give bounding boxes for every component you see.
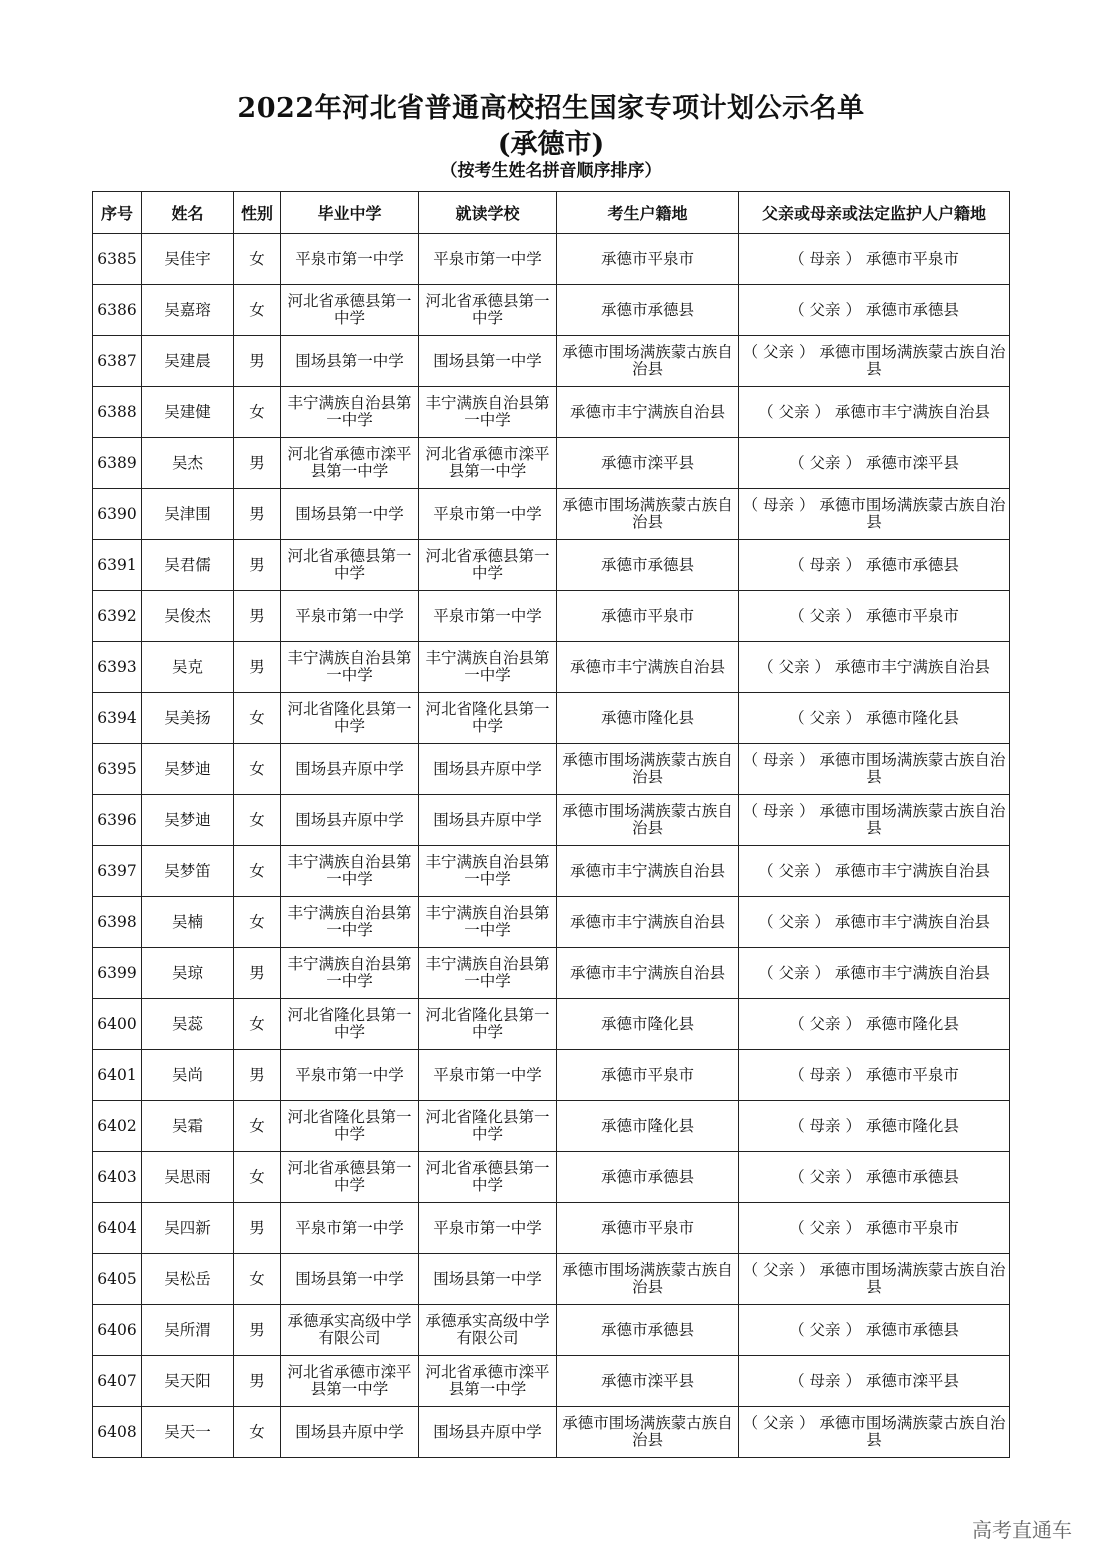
cell-current-school: 围场县卉原中学 [419, 795, 557, 846]
table-row [93, 642, 1010, 693]
cell-name: 吴天阳 [142, 1356, 234, 1407]
table-row [93, 744, 1010, 795]
header-student-hukou: 考生户籍地 [557, 192, 739, 234]
cell-guardian-hukou: （ 父亲 ） 承德市平泉市 [739, 1203, 1010, 1254]
cell-student-hukou: 承德市围场满族蒙古族自治县 [557, 336, 739, 387]
header-gender: 性别 [234, 192, 281, 234]
cell-current-school: 围场县卉原中学 [419, 1407, 557, 1458]
cell-guardian-hukou: （ 母亲 ） 承德市围场满族蒙古族自治县 [739, 744, 1010, 795]
cell-name: 吴俊杰 [142, 591, 234, 642]
cell-name: 吴建晨 [142, 336, 234, 387]
cell-name: 吴蕊 [142, 999, 234, 1050]
cell-current-school: 围场县卉原中学 [419, 744, 557, 795]
cell-guardian-hukou: （ 父亲 ） 承德市承德县 [739, 1305, 1010, 1356]
cell-current-school: 河北省承德市滦平县第一中学 [419, 438, 557, 489]
cell-index: 6408 [93, 1407, 142, 1458]
cell-student-hukou: 承德市丰宁满族自治县 [557, 948, 739, 999]
header-index: 序号 [93, 192, 142, 234]
table-row [93, 1152, 1010, 1203]
cell-gender: 女 [234, 1101, 281, 1152]
cell-current-school: 丰宁满族自治县第一中学 [419, 642, 557, 693]
cell-student-hukou: 承德市平泉市 [557, 591, 739, 642]
cell-student-hukou: 承德市滦平县 [557, 438, 739, 489]
header-row [93, 192, 1010, 234]
cell-student-hukou: 承德市平泉市 [557, 1203, 739, 1254]
cell-guardian-hukou: （ 父亲 ） 承德市承德县 [739, 1152, 1010, 1203]
cell-gender: 女 [234, 846, 281, 897]
table-row [93, 693, 1010, 744]
cell-graduation-school: 丰宁满族自治县第一中学 [281, 642, 419, 693]
cell-graduation-school: 丰宁满族自治县第一中学 [281, 387, 419, 438]
cell-gender: 男 [234, 336, 281, 387]
cell-guardian-hukou: （ 母亲 ） 承德市隆化县 [739, 1101, 1010, 1152]
cell-index: 6394 [93, 693, 142, 744]
cell-index: 6402 [93, 1101, 142, 1152]
table-row [93, 438, 1010, 489]
cell-current-school: 平泉市第一中学 [419, 1050, 557, 1101]
cell-current-school: 河北省承德县第一中学 [419, 1152, 557, 1203]
cell-graduation-school: 围场县第一中学 [281, 1254, 419, 1305]
cell-index: 6389 [93, 438, 142, 489]
cell-student-hukou: 承德市围场满族蒙古族自治县 [557, 744, 739, 795]
cell-name: 吴津围 [142, 489, 234, 540]
cell-gender: 女 [234, 285, 281, 336]
cell-gender: 女 [234, 234, 281, 285]
cell-name: 吴嘉瑢 [142, 285, 234, 336]
table-row [93, 795, 1010, 846]
cell-student-hukou: 承德市滦平县 [557, 1356, 739, 1407]
cell-name: 吴美扬 [142, 693, 234, 744]
cell-student-hukou: 承德市丰宁满族自治县 [557, 897, 739, 948]
cell-index: 6385 [93, 234, 142, 285]
cell-graduation-school: 河北省隆化县第一中学 [281, 693, 419, 744]
cell-student-hukou: 承德市围场满族蒙古族自治县 [557, 1254, 739, 1305]
cell-graduation-school: 河北省承德县第一中学 [281, 1152, 419, 1203]
cell-gender: 男 [234, 1305, 281, 1356]
cell-current-school: 河北省隆化县第一中学 [419, 693, 557, 744]
cell-index: 6398 [93, 897, 142, 948]
cell-name: 吴克 [142, 642, 234, 693]
cell-graduation-school: 围场县第一中学 [281, 336, 419, 387]
table-row [93, 1203, 1010, 1254]
cell-student-hukou: 承德市围场满族蒙古族自治县 [557, 489, 739, 540]
cell-gender: 女 [234, 744, 281, 795]
cell-current-school: 承德承实高级中学有限公司 [419, 1305, 557, 1356]
cell-gender: 女 [234, 1254, 281, 1305]
cell-current-school: 河北省承德县第一中学 [419, 285, 557, 336]
cell-current-school: 平泉市第一中学 [419, 1203, 557, 1254]
cell-guardian-hukou: （ 母亲 ） 承德市平泉市 [739, 1050, 1010, 1101]
table-row [93, 336, 1010, 387]
cell-student-hukou: 承德市丰宁满族自治县 [557, 387, 739, 438]
cell-index: 6387 [93, 336, 142, 387]
cell-gender: 女 [234, 1407, 281, 1458]
cell-graduation-school: 河北省承德县第一中学 [281, 540, 419, 591]
cell-student-hukou: 承德市平泉市 [557, 234, 739, 285]
cell-guardian-hukou: （ 母亲 ） 承德市围场满族蒙古族自治县 [739, 489, 1010, 540]
cell-index: 6386 [93, 285, 142, 336]
cell-graduation-school: 承德承实高级中学有限公司 [281, 1305, 419, 1356]
cell-student-hukou: 承德市承德县 [557, 285, 739, 336]
cell-guardian-hukou: （ 父亲 ） 承德市围场满族蒙古族自治县 [739, 1407, 1010, 1458]
cell-index: 6392 [93, 591, 142, 642]
table-row [93, 897, 1010, 948]
cell-index: 6400 [93, 999, 142, 1050]
cell-name: 吴梦迪 [142, 795, 234, 846]
cell-guardian-hukou: （ 父亲 ） 承德市隆化县 [739, 999, 1010, 1050]
table-row [93, 591, 1010, 642]
table-row [93, 489, 1010, 540]
table-row [93, 234, 1010, 285]
cell-guardian-hukou: （ 母亲 ） 承德市承德县 [739, 540, 1010, 591]
cell-gender: 男 [234, 948, 281, 999]
cell-current-school: 平泉市第一中学 [419, 591, 557, 642]
cell-student-hukou: 承德市隆化县 [557, 1101, 739, 1152]
cell-index: 6405 [93, 1254, 142, 1305]
cell-guardian-hukou: （ 母亲 ） 承德市围场满族蒙古族自治县 [739, 795, 1010, 846]
cell-gender: 男 [234, 1356, 281, 1407]
cell-graduation-school: 围场县第一中学 [281, 489, 419, 540]
cell-guardian-hukou: （ 父亲 ） 承德市隆化县 [739, 693, 1010, 744]
cell-student-hukou: 承德市隆化县 [557, 999, 739, 1050]
table-row [93, 1101, 1010, 1152]
cell-student-hukou: 承德市围场满族蒙古族自治县 [557, 1407, 739, 1458]
cell-name: 吴松岳 [142, 1254, 234, 1305]
cell-guardian-hukou: （ 父亲 ） 承德市丰宁满族自治县 [739, 948, 1010, 999]
cell-graduation-school: 平泉市第一中学 [281, 1203, 419, 1254]
header-name: 姓名 [142, 192, 234, 234]
cell-gender: 男 [234, 540, 281, 591]
cell-graduation-school: 围场县卉原中学 [281, 795, 419, 846]
cell-name: 吴楠 [142, 897, 234, 948]
cell-index: 6388 [93, 387, 142, 438]
cell-name: 吴霜 [142, 1101, 234, 1152]
cell-student-hukou: 承德市丰宁满族自治县 [557, 642, 739, 693]
cell-current-school: 丰宁满族自治县第一中学 [419, 948, 557, 999]
cell-name: 吴所渭 [142, 1305, 234, 1356]
roster-table [92, 191, 1010, 1458]
cell-current-school: 丰宁满族自治县第一中学 [419, 387, 557, 438]
table-row [93, 999, 1010, 1050]
watermark: 高考直通车 [972, 1518, 1072, 1542]
cell-gender: 女 [234, 999, 281, 1050]
cell-current-school: 平泉市第一中学 [419, 234, 557, 285]
cell-guardian-hukou: （ 母亲 ） 承德市滦平县 [739, 1356, 1010, 1407]
cell-guardian-hukou: （ 父亲 ） 承德市平泉市 [739, 591, 1010, 642]
cell-name: 吴天一 [142, 1407, 234, 1458]
cell-student-hukou: 承德市平泉市 [557, 1050, 739, 1101]
cell-graduation-school: 丰宁满族自治县第一中学 [281, 846, 419, 897]
cell-graduation-school: 河北省隆化县第一中学 [281, 1101, 419, 1152]
cell-current-school: 丰宁满族自治县第一中学 [419, 846, 557, 897]
cell-name: 吴尚 [142, 1050, 234, 1101]
cell-guardian-hukou: （ 父亲 ） 承德市丰宁满族自治县 [739, 897, 1010, 948]
cell-gender: 男 [234, 642, 281, 693]
cell-index: 6393 [93, 642, 142, 693]
cell-student-hukou: 承德市承德县 [557, 1152, 739, 1203]
cell-student-hukou: 承德市隆化县 [557, 693, 739, 744]
cell-index: 6396 [93, 795, 142, 846]
table-row [93, 1254, 1010, 1305]
cell-graduation-school: 丰宁满族自治县第一中学 [281, 948, 419, 999]
cell-index: 6395 [93, 744, 142, 795]
header-guardian-hukou: 父亲或母亲或法定监护人户籍地 [739, 192, 1010, 234]
table-row [93, 387, 1010, 438]
cell-current-school: 河北省承德县第一中学 [419, 540, 557, 591]
cell-name: 吴建健 [142, 387, 234, 438]
cell-gender: 女 [234, 1152, 281, 1203]
cell-guardian-hukou: （ 父亲 ） 承德市丰宁满族自治县 [739, 642, 1010, 693]
cell-gender: 男 [234, 489, 281, 540]
cell-graduation-school: 河北省隆化县第一中学 [281, 999, 419, 1050]
table-row [93, 846, 1010, 897]
cell-guardian-hukou: （ 父亲 ） 承德市丰宁满族自治县 [739, 846, 1010, 897]
cell-current-school: 河北省隆化县第一中学 [419, 1101, 557, 1152]
cell-student-hukou: 承德市丰宁满族自治县 [557, 846, 739, 897]
cell-gender: 男 [234, 1203, 281, 1254]
header-graduation-school: 毕业中学 [281, 192, 419, 234]
cell-graduation-school: 丰宁满族自治县第一中学 [281, 897, 419, 948]
cell-current-school: 河北省承德市滦平县第一中学 [419, 1356, 557, 1407]
cell-gender: 女 [234, 693, 281, 744]
cell-graduation-school: 平泉市第一中学 [281, 1050, 419, 1101]
cell-graduation-school: 河北省承德县第一中学 [281, 285, 419, 336]
table-row [93, 948, 1010, 999]
cell-current-school: 平泉市第一中学 [419, 489, 557, 540]
cell-current-school: 围场县第一中学 [419, 1254, 557, 1305]
cell-gender: 女 [234, 795, 281, 846]
cell-guardian-hukou: （ 父亲 ） 承德市滦平县 [739, 438, 1010, 489]
cell-index: 6399 [93, 948, 142, 999]
table-row [93, 285, 1010, 336]
cell-gender: 男 [234, 1050, 281, 1101]
roster-body [93, 234, 1010, 1458]
cell-gender: 男 [234, 438, 281, 489]
table-row [93, 1305, 1010, 1356]
cell-student-hukou: 承德市承德县 [557, 1305, 739, 1356]
cell-guardian-hukou: （ 父亲 ） 承德市围场满族蒙古族自治县 [739, 1254, 1010, 1305]
cell-graduation-school: 平泉市第一中学 [281, 234, 419, 285]
cell-current-school: 围场县第一中学 [419, 336, 557, 387]
cell-index: 6390 [93, 489, 142, 540]
cell-name: 吴思雨 [142, 1152, 234, 1203]
cell-gender: 女 [234, 897, 281, 948]
cell-graduation-school: 围场县卉原中学 [281, 1407, 419, 1458]
cell-guardian-hukou: （ 父亲 ） 承德市承德县 [739, 285, 1010, 336]
page-title: 2022年河北省普通高校招生国家专项计划公示名单 [237, 93, 865, 124]
cell-graduation-school: 河北省承德市滦平县第一中学 [281, 438, 419, 489]
cell-graduation-school: 平泉市第一中学 [281, 591, 419, 642]
cell-name: 吴四新 [142, 1203, 234, 1254]
header-current-school: 就读学校 [419, 192, 557, 234]
cell-index: 6403 [93, 1152, 142, 1203]
cell-index: 6406 [93, 1305, 142, 1356]
table-row [93, 540, 1010, 591]
cell-name: 吴梦笛 [142, 846, 234, 897]
cell-index: 6391 [93, 540, 142, 591]
cell-name: 吴琼 [142, 948, 234, 999]
cell-index: 6401 [93, 1050, 142, 1101]
cell-graduation-school: 河北省承德市滦平县第一中学 [281, 1356, 419, 1407]
cell-gender: 男 [234, 591, 281, 642]
cell-graduation-school: 围场县卉原中学 [281, 744, 419, 795]
cell-guardian-hukou: （ 父亲 ） 承德市丰宁满族自治县 [739, 387, 1010, 438]
cell-index: 6397 [93, 846, 142, 897]
cell-name: 吴佳宇 [142, 234, 234, 285]
cell-student-hukou: 承德市围场满族蒙古族自治县 [557, 795, 739, 846]
table-row [93, 1407, 1010, 1458]
sort-note: （按考生姓名拼音顺序排序） [440, 161, 662, 181]
cell-name: 吴君儒 [142, 540, 234, 591]
table-row [93, 1356, 1010, 1407]
cell-guardian-hukou: （ 父亲 ） 承德市围场满族蒙古族自治县 [739, 336, 1010, 387]
table-row [93, 1050, 1010, 1101]
cell-gender: 女 [234, 387, 281, 438]
cell-index: 6407 [93, 1356, 142, 1407]
cell-current-school: 河北省隆化县第一中学 [419, 999, 557, 1050]
cell-index: 6404 [93, 1203, 142, 1254]
cell-student-hukou: 承德市承德县 [557, 540, 739, 591]
cell-name: 吴杰 [142, 438, 234, 489]
cell-current-school: 丰宁满族自治县第一中学 [419, 897, 557, 948]
cell-name: 吴梦迪 [142, 744, 234, 795]
cell-guardian-hukou: （ 母亲 ） 承德市平泉市 [739, 234, 1010, 285]
page-subtitle: (承德市) [497, 129, 605, 160]
